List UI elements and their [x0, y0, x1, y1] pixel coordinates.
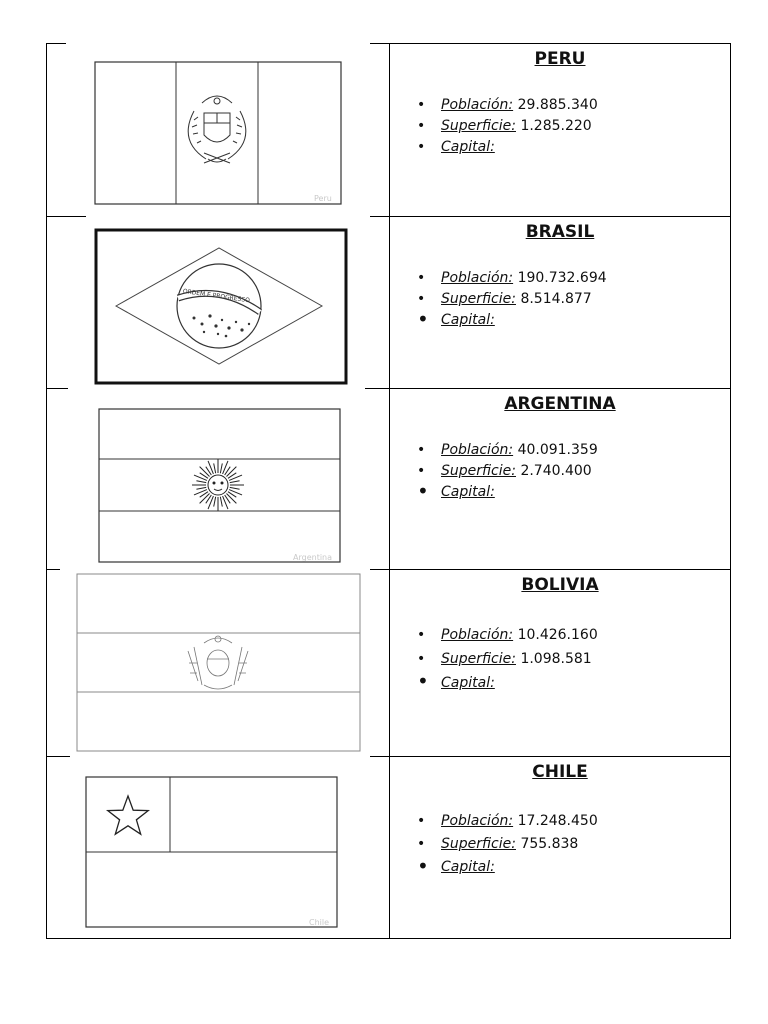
- country-title-peru: PERU: [534, 49, 586, 69]
- bullet-icon: •: [417, 118, 426, 134]
- peru-watermark: Peru: [314, 194, 332, 203]
- bullet-icon: •: [417, 836, 426, 852]
- bullet-icon: •: [417, 139, 426, 155]
- facts-list-brasil: [415, 268, 607, 331]
- info-bolivia: [389, 569, 731, 756]
- list-item: • Superficie: 755.838: [415, 833, 598, 856]
- argentina-flag: [97, 408, 343, 564]
- bullet-icon: •: [417, 97, 426, 113]
- bullet-icon: •: [417, 442, 426, 458]
- table-left-border: [46, 43, 47, 939]
- list-item: • Población: 190.732.694: [415, 268, 607, 289]
- list-item: • Capital:: [417, 479, 495, 503]
- bullet-icon: •: [417, 307, 429, 331]
- brasil-flag: [94, 228, 348, 385]
- sun-of-may-icon: [192, 459, 244, 511]
- facts-list-bolivia: [415, 623, 598, 695]
- list-item: • Población: 17.248.450: [415, 810, 598, 833]
- list-item: • Población: 10.426.160: [415, 623, 598, 647]
- bolivia-flag: [76, 573, 361, 753]
- bullet-icon: •: [417, 651, 426, 667]
- peru-flag: [94, 61, 342, 205]
- row-divider: [46, 569, 60, 570]
- brasil-motto: ORDEM E PROGRESSO: [182, 287, 251, 305]
- list-item: • Superficie: 2.740.400: [415, 461, 598, 482]
- bullet-icon: •: [417, 479, 429, 503]
- row-divider: [46, 216, 86, 217]
- bullet-icon: •: [417, 854, 429, 878]
- list-item: • Capital:: [417, 669, 495, 693]
- list-item: • Población: 40.091.359: [415, 440, 598, 461]
- list-item: • Superficie: 8.514.877: [415, 289, 607, 310]
- bullet-icon: •: [417, 270, 426, 286]
- bullet-icon: •: [417, 463, 426, 479]
- chile-watermark: Chile: [309, 918, 330, 927]
- list-item: • Población: 29.885.340: [415, 95, 598, 116]
- argentina-watermark: Argentina: [293, 553, 333, 562]
- info-peru: [389, 43, 731, 216]
- country-title-chile: CHILE: [532, 762, 588, 782]
- country-title-argentina: ARGENTINA: [504, 394, 616, 414]
- chile-flag: [85, 776, 339, 930]
- list-item: • Capital:: [417, 307, 495, 331]
- table-top-border: [46, 43, 66, 44]
- country-title-bolivia: BOLIVIA: [521, 575, 599, 595]
- facts-list-peru: [415, 95, 598, 158]
- bullet-icon: •: [417, 291, 426, 307]
- list-item: • Superficie: 1.098.581: [415, 647, 598, 671]
- list-item: • Superficie: 1.285.220: [415, 116, 598, 137]
- facts-list-argentina: [415, 440, 598, 503]
- country-title-brasil: BRASIL: [525, 222, 595, 242]
- bullet-icon: •: [417, 627, 426, 643]
- row-divider: [46, 756, 70, 757]
- list-item: • Capital:: [417, 854, 495, 878]
- row-divider: [46, 388, 68, 389]
- info-argentina: [389, 388, 731, 569]
- facts-list-chile: [415, 810, 598, 879]
- list-item: • Capital:: [415, 137, 598, 158]
- bullet-icon: •: [417, 813, 426, 829]
- info-chile: [389, 756, 731, 938]
- bullet-icon: •: [417, 669, 429, 693]
- info-brasil: [389, 216, 731, 388]
